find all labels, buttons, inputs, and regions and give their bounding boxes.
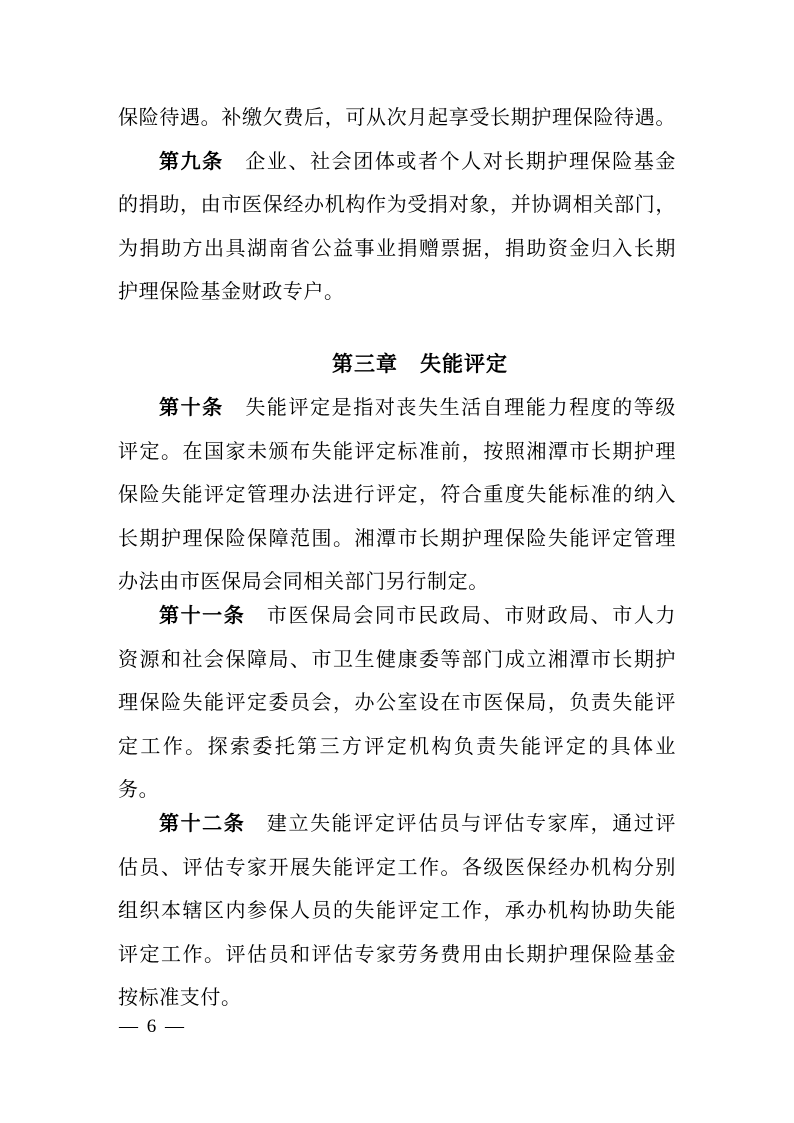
text-line	[118, 141, 676, 185]
paragraph-block-article-12	[118, 803, 676, 1021]
text-line: 的捐助，由市医保经办机构作为受捐对象，并协调相关部门，	[118, 194, 676, 216]
article-11-label: 第十一条	[159, 605, 246, 627]
text-line: 务。	[118, 779, 160, 801]
text-line: 定工作。探索委托第三方评定机构负责失能评定的具体业	[118, 735, 676, 758]
article-10-label: 第十条	[159, 397, 224, 419]
article-12-label: 第十二条	[159, 813, 246, 835]
text-line	[118, 387, 676, 431]
text-run: 失能评定是指对丧失生活自理能力程度的等级	[223, 397, 676, 419]
text-line: 按标准支付。	[118, 987, 242, 1009]
text-line: 长期护理保险保障范围。湘潭市长期护理保险失能评定管理	[118, 527, 676, 550]
text-line	[118, 595, 676, 639]
text-line: 办法由市医保局会同相关部门另行制定。	[118, 571, 489, 593]
paragraph-block-article-9	[118, 97, 676, 315]
text-line: 评定。在国家未颁布失能评定标准前，按照湘潭市长期护理	[118, 440, 676, 463]
text-run: 市医保局会同市民政局、市财政局、市人力	[245, 605, 677, 627]
text-line: 护理保险基金财政专户。	[118, 281, 345, 303]
text-line: 资源和社会保障局、市卫生健康委等部门成立湘潭市长期护	[118, 648, 676, 671]
text-line: 为捐助方出具湖南省公益事业捐赠票据，捐助资金归入长期	[118, 237, 676, 260]
text-run: 建立失能评定评估员与评估专家库，通过评	[245, 813, 677, 835]
page-number: — 6 —	[119, 1016, 186, 1037]
text-run: 企业、社会团体或者个人对长期护理保险基金	[223, 150, 676, 173]
text-line: 保险待遇。补缴欠费后，可从次月起享受长期护理保险待遇。	[118, 107, 676, 129]
text-line: 评定工作。评估员和评估专家劳务费用由长期护理保险基金	[118, 943, 676, 966]
text-line: 理保险失能评定委员会，办公室设在市医保局，负责失能评	[118, 692, 676, 714]
paragraph-block-article-10	[118, 387, 676, 605]
text-line: 保险失能评定管理办法进行评定，符合重度失能标准的纳入	[118, 484, 676, 506]
text-line	[118, 803, 676, 847]
text-line: 估员、评估专家开展失能评定工作。各级医保经办机构分别	[118, 856, 676, 879]
chapter-heading: 第三章 失能评定	[332, 353, 508, 376]
paragraph-block-article-11	[118, 595, 676, 813]
article-9-label: 第九条	[159, 150, 224, 173]
text-line: 组织本辖区内参保人员的失能评定工作，承办机构协助失能	[118, 900, 676, 922]
